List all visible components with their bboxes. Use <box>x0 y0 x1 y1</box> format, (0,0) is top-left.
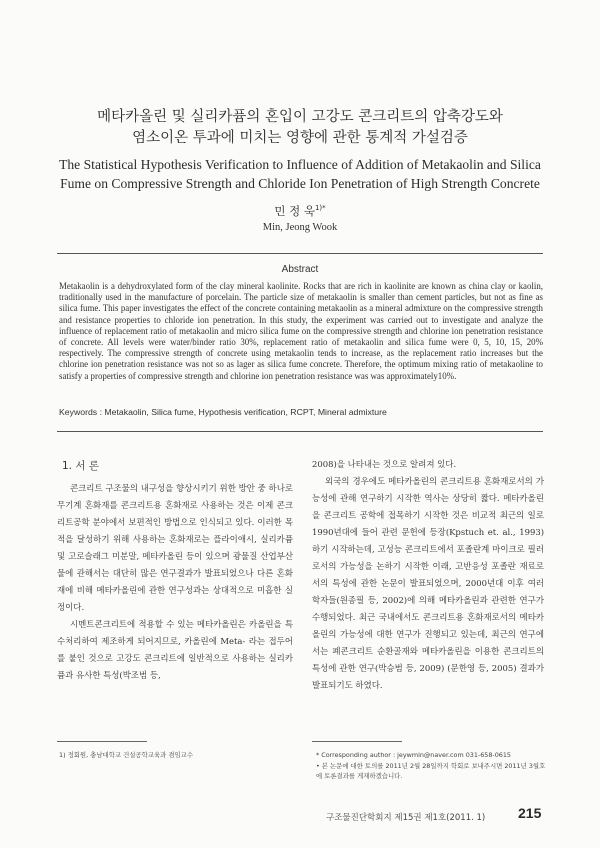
footnote-rule-right <box>312 741 402 742</box>
title-korean-line1: 메타카올린 및 실리카퓸의 혼입이 고강도 콘크리트의 압축강도와 <box>97 109 503 125</box>
keywords-label: Keywords <box>59 407 98 417</box>
footnotes-right <box>316 750 546 782</box>
abstract-body: Metakaolin is a dehydroxylated form of the clay mineral kaolinite. Rocks that are rich in kaolinite are known as china clay or kaolin, traditionally used in the manufacture of porcelain. The particle size of metakaolin is smaller than cement particles, but not as fine as silica fume. This paper investigates the effect of the concrete containing metakaolin as a mineral admixture on the compressive strength and resistance properties to chloride ion penetration. In this study, the experiment was carried out to investigate and analyze the influence of replacement ratio of metakaolin and micro silica fume on the compressive strength and chlorine ion penetration resistance of concrete. All levels were water/binder ratio 30%, replacement ratio of metakaolin and silica fume were 0, 5, 10, 15, 20% respectively. The compressive strength of concrete using metakaolin tends to increase, as the replacement ratio increases but the chlorine ion penetration resistance was not so as lager as silica fume concrete. Therefore, the optimum mixing ratio of metakaoline to satisfy a properties of compressive strength and chlorine ion penetration resistance was was approximately10%. <box>59 281 543 381</box>
footer-journal: 구조물진단학회지 제15권 제1호(2011. 1) <box>326 813 486 823</box>
paragraph: 외국의 경우에도 메타카올린의 콘크리트용 혼화재로서의 가능성에 관해 연구하기 시작한 역사는 상당히 짧다. 메타카올린을 콘크리트 공학에 접목하기 시작한 것은 비교적 최근의 일로 1990년대에 들어 관련 문헌에 등장(Kpstuch et. al., 1993)하기 시작하는데, 고성능 콘크리트에서 포졸란계 마이크로 필러로서의 가능성을 논하기 시작한 이래, 고반응성 포졸란 재료로서의 특성에 관한 논문이 발표되었으며, 2000년대 이후 여러 학자들(원종필 등, 2002)에 의해 메타카올린과 관련한 연구가 수행되었다. 최근 국내에서도 콘크리트용 혼화재로서의 메타카올린의 가능성에 대한 연구가 진행되고 있는데, 최근의 연구에서는 폐콘크리트 순환골재와 메타카올린을 이용한 콘크리트의 특성에 관한 연구(박승범 등, 2009) (문한영 등, 2005) 결과가 발표되기도 하였다. <box>312 476 544 690</box>
author-korean-name: 민 정 욱 <box>274 204 315 218</box>
footnote-discussion-note: • 본 논문에 대한 토의를 2011년 2월 28일까지 학회로 보내주시면 2011년 3월호에 토론결과를 게재하겠습니다. <box>316 761 546 780</box>
footnote-rule-left <box>57 741 147 742</box>
author-korean <box>0 203 600 219</box>
abstract-top-rule <box>57 253 543 254</box>
left-column <box>57 480 293 684</box>
keywords-separator: : <box>97 407 105 417</box>
title-korean-line2: 염소이온 투과에 미치는 영향에 관한 통계적 가설검증 <box>132 130 468 146</box>
paragraph: 콘크리트 구조물의 내구성을 향상시키기 위한 방안 중 하나로 무기계 혼화재를 콘크리트용 혼화재로 사용하는 것은 이제 콘크리트공학 분야에서 보편적인 방법으로 인식되고 있다. 이러한 목적을 달성하기 위해 사용하는 혼화재로는 플라이애시, 실리카퓸 및 고로슬래그 미분말, 메타카올린 등이 있으며 광물질 산업부산물에 관해서는 대단히 많은 연구결과가 발표되었으나 다른 혼화재에 비해 메타카올린에 관한 연구성과는 상대적으로 미흡한 실정이다. <box>57 483 293 612</box>
footnote-affiliation: 1) 정회원, 충남대학교 건설공학교육과 겸임교수 <box>59 751 194 759</box>
author-english: Min, Jeong Wook <box>262 222 338 233</box>
paragraph: 시멘트콘크리트에 적용할 수 있는 메타카올린은 카올린을 특수처리하여 제조하게 되어지므로, 카올린에 Meta- 라는 접두어를 붙인 것으로 고강도 콘크리트에 일반적으로 사용하는 실리카퓸과 유사한 특성(박조범 등, <box>57 619 293 680</box>
title-english-line2: Fume on Compressive Strength and Chloride Ion Penetration of High Strength Concrete <box>60 176 540 191</box>
title-english-line1: The Statistical Hypothesis Verification to Influence of Addition of Metakaolin and Silica <box>59 157 541 172</box>
author-marker: 1)* <box>314 204 326 213</box>
footnote-corresponding-author: * Corresponding author : jeywmin@naver.com 031-658-0615 <box>316 751 511 759</box>
keywords-text: Metakaolin, Silica fume, Hypothesis verification, RCPT, Mineral admixture <box>104 407 387 417</box>
abstract-heading: Abstract <box>281 264 319 275</box>
section-heading: 1. 서 론 <box>62 460 99 472</box>
paragraph: 2008)을 나타내는 것으로 알려져 있다. <box>312 459 457 469</box>
keywords <box>59 407 543 417</box>
page-number: 215 <box>518 805 542 821</box>
right-column <box>312 456 544 694</box>
abstract-bottom-rule <box>57 431 543 432</box>
title-english <box>0 155 600 193</box>
title-korean <box>0 107 600 149</box>
